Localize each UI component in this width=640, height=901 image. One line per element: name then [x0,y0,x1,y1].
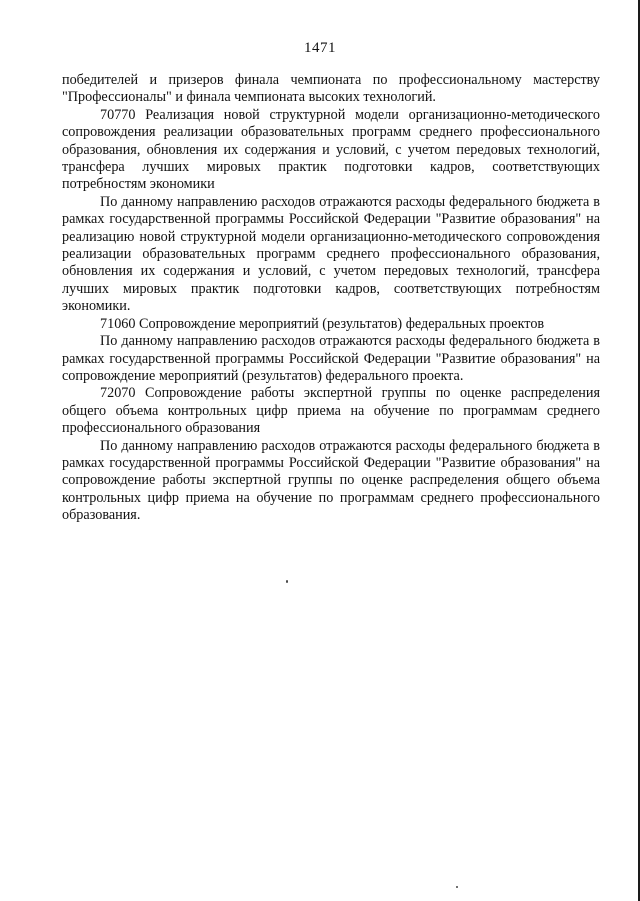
paragraph-description-72070: По данному направлению расходов отражаются расходы федерального бюджета в рамках государственной программы Российской Федерации "Развитие образования" на сопровождение работы экспертной группы по оценке распределения общего объема контрольных цифр приема на обучение по программам среднего профессионального образования. [62,437,600,524]
scan-speck [286,580,288,583]
paragraph-heading-70770: 70770 Реализация новой структурной модели организационно-методического сопровождения реализации образовательных программ среднего профессионального образования, обновления их содержания и условий, с учетом передовых технологий, трансфера лучших мировых практик подготовки кадров, соответствующих потребностям экономики [62,106,600,193]
paragraph-description-71060: По данному направлению расходов отражаются расходы федерального бюджета в рамках государственной программы Российской Федерации "Развитие образования" на сопровождение мероприятий (результатов) федерального проекта. [62,333,600,384]
scan-speck [456,886,458,888]
paragraph-heading-72070: 72070 Сопровождение работы экспертной группы по оценке распределения общего объема контрольных цифр приема на обучение по программам среднего профессионального образования [62,385,600,437]
page-number: 1471 [304,40,336,56]
paragraph-heading-71060: 71060 Сопровождение мероприятий (результатов) федеральных проектов [100,315,545,332]
document-body [62,72,600,525]
paragraph-description-70770: По данному направлению расходов отражаются расходы федерального бюджета в рамках государственной программы Российской Федерации "Развитие образования" на реализацию новой структурной модели организационно-методического сопровождения реализации образовательных программ среднего профессионального образования, обновления их содержания и условий, с учетом передовых технологий, трансфера лучших мировых практик подготовки кадров, соответствующих потребностям экономики. [62,193,600,315]
paragraph-continuation: победителей и призеров финала чемпионата по профессиональному мастерству "Профессионалы" и финала чемпионата высоких технологий. [62,72,600,106]
